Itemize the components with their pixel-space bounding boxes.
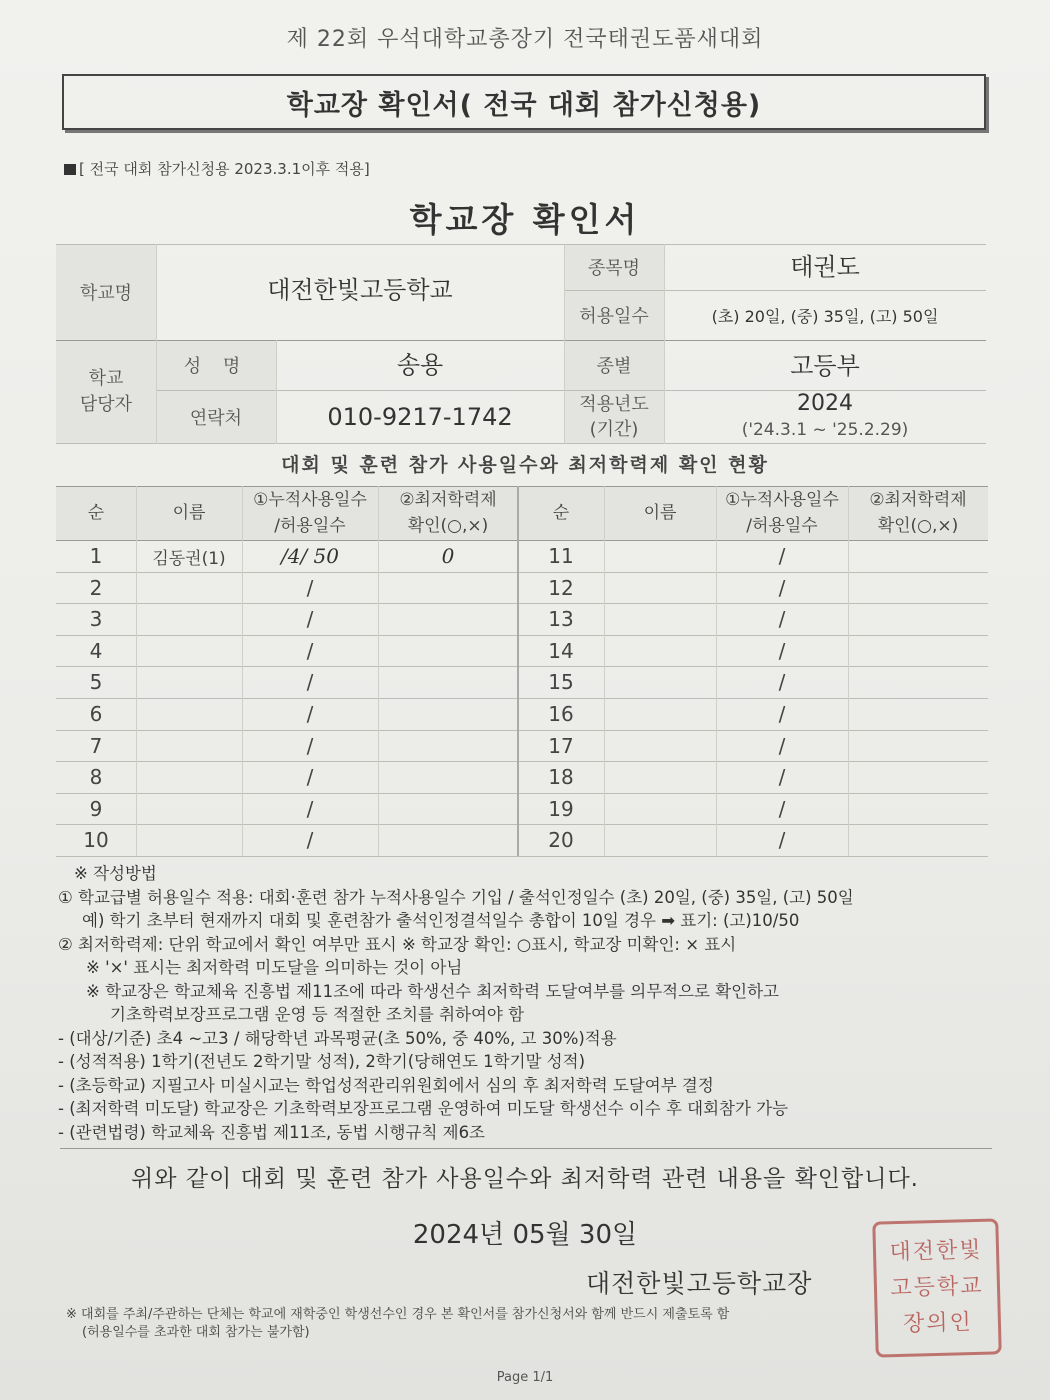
days-used-allowed: / <box>306 607 314 631</box>
form-applicability-label <box>64 158 370 179</box>
academic-check <box>848 635 988 667</box>
rule <box>56 856 988 857</box>
col-header-name-right: 이름 <box>643 503 677 523</box>
event-label: 종목명 <box>587 258 641 279</box>
instruction-line: - (최저학력 미도달) 학교장은 기초학력보장프로그램 운영하여 미도달 학생선수 이수 후 대회참가 가능 <box>58 1099 789 1118</box>
division-value: 고등부 <box>790 351 860 380</box>
col-header-academic-right-line2: 확인(○,×) <box>877 516 959 536</box>
division-label: 종별 <box>596 356 632 377</box>
athlete-name <box>604 730 716 762</box>
contact-person-label <box>56 340 156 444</box>
col-header-days-line2: /허용일수 <box>274 516 346 536</box>
seal-line1: 대전한빛 <box>889 1237 983 1266</box>
year-value <box>664 390 986 444</box>
athlete-name <box>136 666 242 698</box>
academic-check <box>378 793 518 825</box>
form-applicability-text: [ 전국 대회 참가신청용 2023.3.1이후 적용] <box>79 160 370 178</box>
col-header-academic-line1: ②최저학력제 <box>399 490 497 510</box>
writing-instructions <box>58 862 1018 1144</box>
year-label-line1: 적용년도 <box>579 394 649 415</box>
event-title: 제 22회 우석대학교총장기 전국태권도품새대회 <box>286 27 764 52</box>
days-used-allowed: / <box>778 544 786 568</box>
row-number: 11 <box>548 544 574 568</box>
academic-check <box>848 603 988 635</box>
days-used-allowed: / <box>778 607 786 631</box>
row-number: 9 <box>89 797 103 821</box>
instruction-line: - (관련법령) 학교체육 진흥법 제11조, 동법 시행규칙 제6조 <box>58 1122 485 1142</box>
days-used-allowed: / <box>306 765 314 789</box>
academic-check <box>378 572 518 604</box>
year-label-line2: (기간) <box>589 419 639 440</box>
days-used-allowed: / <box>306 797 314 821</box>
academic-check <box>848 572 988 604</box>
row-number: 3 <box>89 607 103 631</box>
row-number: 5 <box>89 670 103 694</box>
row-number: 15 <box>548 670 574 694</box>
col-header-days-right-line2: /허용일수 <box>746 516 818 536</box>
days-used-allowed: / <box>306 576 314 600</box>
days-used-allowed: / <box>778 828 786 852</box>
days-used-allowed: / <box>778 639 786 663</box>
instruction-line: ※ 학교장은 학교체육 진흥법 제11조에 따라 학생선수 최저학력 도달여부를 의무적으로 확인하고 <box>86 981 779 1001</box>
instruction-line: ① 학교급별 허용일수 적용: 대회·훈련 참가 누적사용일수 기입 / 출석인정일수 (초) 20일, (중) 35일, (고) 50일 <box>58 887 854 907</box>
academic-check <box>848 824 988 856</box>
row-number: 6 <box>89 702 103 726</box>
page-number: Page 1/1 <box>496 1370 554 1385</box>
academic-check: 0 <box>441 544 455 568</box>
confirmation-statement: 위와 같이 대회 및 훈련 참가 사용일수와 최저학력 관련 내용을 확인합니다. <box>131 1166 919 1192</box>
footnote <box>66 1306 996 1342</box>
row-number: 1 <box>89 544 103 568</box>
row-number: 10 <box>83 828 109 852</box>
athlete-name <box>604 824 716 856</box>
col-header-days-right-line1: ①누적사용일수 <box>725 490 839 510</box>
year-label <box>564 390 664 444</box>
days-used-allowed: / <box>778 765 786 789</box>
allowed-days-label: 허용일수 <box>579 306 649 327</box>
academic-check <box>378 730 518 762</box>
days-used-allowed: / <box>778 576 786 600</box>
athlete-name <box>136 793 242 825</box>
phone-label: 연락처 <box>189 408 243 429</box>
academic-check <box>848 698 988 730</box>
col-header-name: 이름 <box>172 503 206 523</box>
row-number: 17 <box>548 734 574 758</box>
event-value: 태권도 <box>790 252 860 281</box>
days-used-allowed: / <box>306 828 314 852</box>
school-name-value: 대전한빛고등학교 <box>267 275 453 304</box>
days-used-allowed: / <box>778 670 786 694</box>
col-header-days <box>242 486 378 540</box>
square-bullet-icon <box>64 164 76 175</box>
days-used-allowed: / <box>306 670 314 694</box>
athlete-name <box>136 572 242 604</box>
instruction-line: 기초학력보장프로그램 운영 등 적절한 조치를 취하여야 함 <box>110 1005 525 1024</box>
name-value: 송용 <box>396 350 444 379</box>
instruction-line: ② 최저학력제: 단위 학교에서 확인 여부만 표시 ※ 학교장 확인: ○표시, 학교장 미확인: × 표시 <box>58 934 737 954</box>
year-number: 2024 <box>797 391 853 416</box>
footnote-line2: (허용일수를 초과한 대회 참가는 불가함) <box>82 1325 310 1340</box>
academic-check <box>378 761 518 793</box>
athlete-roster-table <box>56 486 988 856</box>
col-header-num-right: 순 <box>552 503 570 523</box>
days-used-allowed: / <box>306 639 314 663</box>
row-number: 7 <box>89 734 103 758</box>
col-header-days-right <box>716 486 848 540</box>
form-title: 학교장 확인서( 전국 대회 참가신청용) <box>286 89 762 121</box>
instructions-heading: ※ 작성방법 <box>74 864 157 883</box>
contact-person-label-line1: 학교 <box>88 368 124 389</box>
name-label: 성 명 <box>183 356 249 377</box>
academic-check <box>378 635 518 667</box>
school-name-label: 학교명 <box>79 283 133 304</box>
row-number: 18 <box>548 765 574 789</box>
athlete-name <box>136 635 242 667</box>
athlete-name <box>136 603 242 635</box>
row-number: 16 <box>548 702 574 726</box>
athlete-name <box>136 698 242 730</box>
academic-check <box>848 540 988 572</box>
col-header-academic-right-line1: ②최저학력제 <box>869 490 967 510</box>
academic-check <box>378 698 518 730</box>
days-used-allowed: / <box>778 702 786 726</box>
athlete-name <box>604 793 716 825</box>
athlete-name <box>604 666 716 698</box>
year-period: ('24.3.1 ~ '25.2.29) <box>741 420 909 440</box>
days-used-allowed: / <box>778 734 786 758</box>
seal-line3: 장의인 <box>902 1310 974 1337</box>
principal-signature-line: 대전한빛고등학교장 <box>586 1269 813 1298</box>
seal-line2: 고등학교 <box>890 1273 984 1302</box>
athlete-name <box>604 635 716 667</box>
row-number: 4 <box>89 639 103 663</box>
athlete-name <box>604 572 716 604</box>
athlete-name <box>136 761 242 793</box>
academic-check <box>378 824 518 856</box>
row-number: 19 <box>548 797 574 821</box>
athlete-name <box>136 824 242 856</box>
days-used-allowed: / <box>306 702 314 726</box>
col-header-num: 순 <box>87 503 105 523</box>
issue-date: 2024년 05월 30일 <box>412 1220 638 1250</box>
academic-check <box>848 793 988 825</box>
footnote-line1: ※ 대회를 주최/주관하는 단체는 학교에 재학중인 학생선수인 경우 본 확인서를 참가신청서와 함께 반드시 제출토록 함 <box>66 1307 730 1322</box>
col-header-academic-line2: 확인(○,×) <box>407 516 489 536</box>
days-used-allowed: /4/ 50 <box>280 544 339 568</box>
academic-check <box>848 666 988 698</box>
allowed-days-value: (초) 20일, (중) 35일, (고) 50일 <box>711 306 939 326</box>
athlete-name <box>604 698 716 730</box>
row-number: 14 <box>548 639 574 663</box>
athlete-name <box>604 761 716 793</box>
instruction-line: - (성적적용) 1학기(전년도 2학기말 성적), 2학기(당해연도 1학기말 성적) <box>58 1052 586 1071</box>
phone-value: 010-9217-1742 <box>327 403 513 431</box>
main-title: 학교장 확인서 <box>409 200 641 239</box>
academic-check <box>848 730 988 762</box>
form-title-box <box>62 74 986 130</box>
athlete-name: 김동권(1) <box>152 548 226 569</box>
days-used-allowed: / <box>306 734 314 758</box>
instruction-line: 예) 학기 초부터 현재까지 대회 및 훈련참가 출석인정결석일수 총합이 10일 경우 ➡ 표기: (고)10/50 <box>82 911 800 930</box>
contact-person-label-line2: 담당자 <box>79 394 133 415</box>
athlete-name <box>604 603 716 635</box>
athlete-name <box>604 540 716 572</box>
col-header-days-line1: ①누적사용일수 <box>253 490 367 510</box>
row-number: 20 <box>548 828 574 852</box>
academic-check <box>378 603 518 635</box>
row-number: 12 <box>548 576 574 600</box>
academic-check <box>848 761 988 793</box>
row-number: 8 <box>89 765 103 789</box>
col-header-academic-right <box>848 486 988 540</box>
row-number: 2 <box>89 576 103 600</box>
status-section-title: 대회 및 훈련 참가 사용일수와 최저학력제 확인 현황 <box>281 454 769 476</box>
academic-check <box>378 666 518 698</box>
instruction-line: - (대상/기준) 초4 ~고3 / 해당학년 과목평균(초 50%, 중 40%, 고 30%)적용 <box>58 1028 617 1048</box>
divider <box>60 1148 992 1149</box>
row-number: 13 <box>548 607 574 631</box>
col-header-academic <box>378 486 518 540</box>
instruction-line: - (초등학교) 지필고사 미실시교는 학업성적관리위원회에서 심의 후 최저학력 도달여부 결정 <box>58 1075 714 1095</box>
school-info-table <box>56 244 986 444</box>
days-used-allowed: / <box>778 797 786 821</box>
instruction-line: ※ '×' 표시는 최저학력 미도달을 의미하는 것이 아님 <box>86 958 463 977</box>
athlete-name <box>136 730 242 762</box>
